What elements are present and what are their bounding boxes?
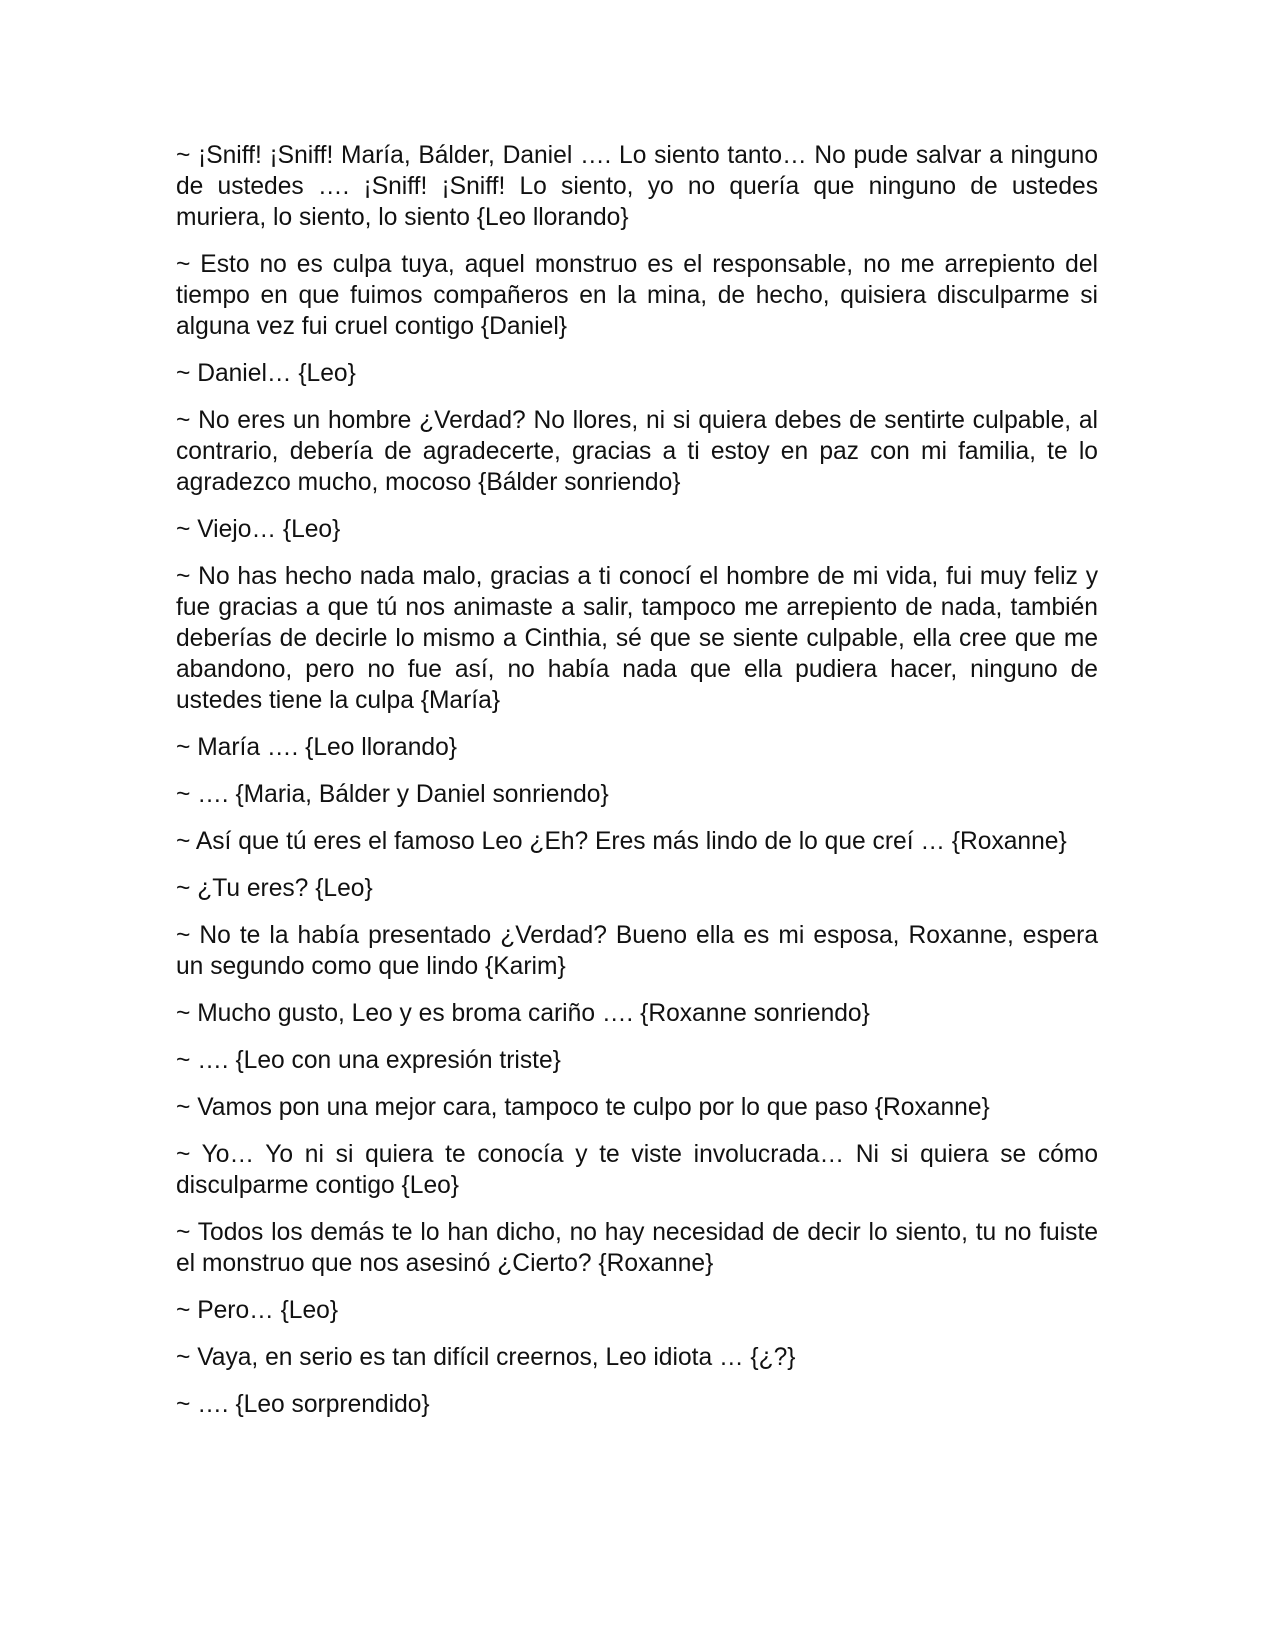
dialogue-paragraph-17: ~ Pero… {Leo} [176,1297,339,1324]
dialogue-paragraph-1: ~ ¡Sniff! ¡Sniff! María, Bálder, Daniel …. Lo siento tanto… No pude salvar a ninguno de ustedes …. ¡Sniff! ¡Sniff! Lo siento, yo no quería que ninguno de ustedes muriera, lo siento, lo siento {Leo llorando} [176,142,1098,231]
dialogue-paragraph-2: ~ Esto no es culpa tuya, aquel monstruo es el responsable, no me arrepiento del tiempo en que fuimos compañeros en la mina, de hecho, quisiera disculparme si alguna vez fui cruel contigo {Daniel} [176,251,1098,340]
dialogue-paragraph-11: ~ No te la había presentado ¿Verdad? Bueno ella es mi esposa, Roxanne, espera un segundo como que lindo {Karim} [176,922,1098,980]
dialogue-paragraph-15: ~ Yo… Yo ni si quiera te conocía y te viste involucrada… Ni si quiera se cómo disculparme contigo {Leo} [176,1141,1098,1199]
dialogue-paragraph-3: ~ Daniel… {Leo} [176,360,356,387]
dialogue-paragraph-13: ~ …. {Leo con una expresión triste} [176,1047,561,1074]
dialogue-paragraph-4: ~ No eres un hombre ¿Verdad? No llores, ni si quiera debes de sentirte culpable, al contrario, debería de agradecerte, gracias a ti estoy en paz con mi familia, te lo agradezco mucho, mocoso {Bálder sonriendo} [176,407,1098,496]
dialogue-paragraph-14: ~ Vamos pon una mejor cara, tampoco te culpo por lo que paso {Roxanne} [176,1094,990,1121]
dialogue-paragraph-9: ~ Así que tú eres el famoso Leo ¿Eh? Eres más lindo de lo que creí … {Roxanne} [176,828,1067,855]
dialogue-paragraph-6: ~ No has hecho nada malo, gracias a ti conocí el hombre de mi vida, fui muy feliz y fue gracias a que tú nos animaste a salir, tampoco me arrepiento de nada, también deberías de decirle lo mismo a Cinthia, sé que se siente culpable, ella cree que me abandono, pero no fue así, no había nada que ella pudiera hacer, ninguno de ustedes tiene la culpa {María} [176,563,1098,714]
dialogue-paragraph-7: ~ María …. {Leo llorando} [176,734,457,761]
dialogue-paragraph-8: ~ …. {Maria, Bálder y Daniel sonriendo} [176,781,609,808]
dialogue-paragraph-5: ~ Viejo… {Leo} [176,516,341,543]
document-page [176,140,1098,1436]
dialogue-paragraph-16: ~ Todos los demás te lo han dicho, no hay necesidad de decir lo siento, tu no fuiste el monstruo que nos asesinó ¿Cierto? {Roxanne} [176,1219,1098,1277]
dialogue-paragraph-12: ~ Mucho gusto, Leo y es broma cariño …. {Roxanne sonriendo} [176,1000,870,1027]
dialogue-paragraph-19: ~ …. {Leo sorprendido} [176,1391,430,1418]
dialogue-paragraph-18: ~ Vaya, en serio es tan difícil creernos, Leo idiota … {¿?} [176,1344,796,1371]
dialogue-paragraph-10: ~ ¿Tu eres? {Leo} [176,875,373,902]
